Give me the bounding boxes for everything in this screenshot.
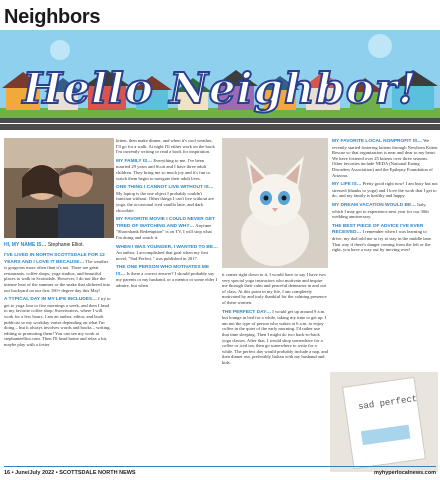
answer-text: Everything to me. I've been married 29 years and Scott and I have three adult children. They bring me so much joy and it's fun to watch them begin to navigate their adult lives. <box>116 157 211 181</box>
photo-caption <box>4 242 84 248</box>
book-photo <box>330 372 438 472</box>
question-heading: MY DREAM VACATION WOULD BE… <box>332 202 416 208</box>
book-title: sad perfect <box>357 393 418 413</box>
question-heading: THE PERFECT DAY… <box>222 309 272 315</box>
question-heading: THE BEST PIECE OF ADVICE I'VE EVER RECEIVED… <box>332 223 424 236</box>
answer-text: I remember when I was learning to drive, my dad told me to try to stay in the middle lane. That way if there's danger coming from the left or the right, you have a way out by moving over! <box>332 229 433 253</box>
headline-banner <box>0 30 440 130</box>
kitten-photo <box>222 138 328 268</box>
portrait-photo <box>4 138 114 238</box>
caption-name: Stephanie Elliot. <box>47 242 84 248</box>
headline: Hello Neighbor! <box>22 64 418 113</box>
answer-text: We recently started fostering kittens through Newborn Kitten Rescue so that organization is near and dear to my heart. We have fostered over 25 kittens over three seasons. Other favorites include NEDA (National Eating Disorders Association) and the Epilepsy Foundation of Arizona. <box>332 138 438 178</box>
section-title: Neighbors <box>4 6 101 28</box>
column-4 <box>332 138 438 256</box>
question-heading: I'VE LIVED IN NORTH SCOTTSDALE FOR 12 YEARS AND I LOVE IT BECAUSE… <box>4 253 105 265</box>
question-heading: MY FAMILY IS… <box>116 158 153 164</box>
answer-text: Anytime "Shawshank Redemption" is on TV, I will stop what I'm doing and watch it. <box>116 222 212 240</box>
answer-text: kitten, then make dinner, and when it's cool weather, I'll go for a walk. At night I'll either work on the book I'm currently writing or read a book for inspiration. <box>116 138 215 155</box>
answer-text: it comes right down to it, I would have to say I have two very special yoga instructors who motivate and inspire me through their calm and peaceful demeanor in and out of class. At this point in my life, I am completely motivated by and truly thankful for the calming presence of these women. <box>222 272 327 305</box>
column-2 <box>116 138 218 292</box>
answer-text: Pretty good right now! I am busy but not stressed (thanks to yoga) and I love the work that I get to do, and my family is healthy and happy. <box>332 181 438 199</box>
column-3 <box>222 272 328 369</box>
question-heading: MY LIFE IS… <box>332 182 362 188</box>
question-heading: MY FAVORITE MOVIE I COULD NEVER GET TIRED OF WATCHING AND WHY… <box>116 217 215 229</box>
answer-text: The weather is gorgeous more often than it's not. There are great restaurants, coffee shops, yoga studios, and beautiful places to walk in Scottsdale. However, I do not like the intense heat of the summer or the snake that slithered into our backyard on our first 100+ degree day this May! <box>4 258 111 293</box>
question-heading: ONE THING I CANNOT LIVE WITHOUT IS… <box>116 185 214 191</box>
footer-issue: 16 • June/July 2022 • SCOTTSDALE NORTH NEWS <box>4 470 136 476</box>
question-heading: WHEN I WAS YOUNGER, I WANTED TO BE… <box>116 244 218 250</box>
question-heading: THE ONE PERSON WHO MOTIVATES ME IS… <box>116 265 210 277</box>
answer-text: Is there a correct answer? I should probably say my parents or my husband, or a mentor or some elder I admire, but when <box>116 270 218 289</box>
column-1 <box>4 252 112 351</box>
answer-text: I would get up around 9 a.m. but lounge in bed for a while, taking my time to get up. I am not the type of person who wakes at 6 a.m. to enjoy coffee in the quiet of the early morning. I'd rather use that time sleeping. Then I might do two back-to-back yoga classes. After that, I would shop somewhere for a coffee or iced tea, then go somewhere to write for a while. The perfect day would probably include a nap, and then dinner out, preferably Italian with my husband and kids. <box>222 308 328 365</box>
question-heading: MY FAVORITE LOCAL NONPROFIT IS… <box>332 139 423 144</box>
answer-text: An author. I accomplished that goal when my first novel, "Sad Perfect," was published in 2017. <box>116 250 209 261</box>
footer-rule <box>4 466 436 467</box>
answer-text: Italy, which I may get to experience next year for our 30th wedding anniversary. <box>332 201 429 220</box>
answer-text: I try to get to yoga four to five mornings a week, and then I head to my favorite coffee shop, Sweetwaters, where I will work for a few hours. I am an author, editor, and book publicist so my workday varies depending on what I'm doing – but it always involves words and books – writing, editing or promoting them! You can see my work at stephanieelliot.com. Then I'll head home and relax a bit, maybe play with a foster <box>4 296 111 347</box>
answer-text: My laptop is the one object I probably couldn't function without. Other things I can't live without are yoga, the occasional iced vanilla latte, and dark chocolate. <box>116 190 214 213</box>
footer-website: myhyperlocalnews.com <box>373 470 436 476</box>
question-heading: A TYPICAL DAY IN MY LIFE INCLUDES… <box>4 297 97 303</box>
caption-label: HI, MY NAME IS… <box>4 242 47 248</box>
